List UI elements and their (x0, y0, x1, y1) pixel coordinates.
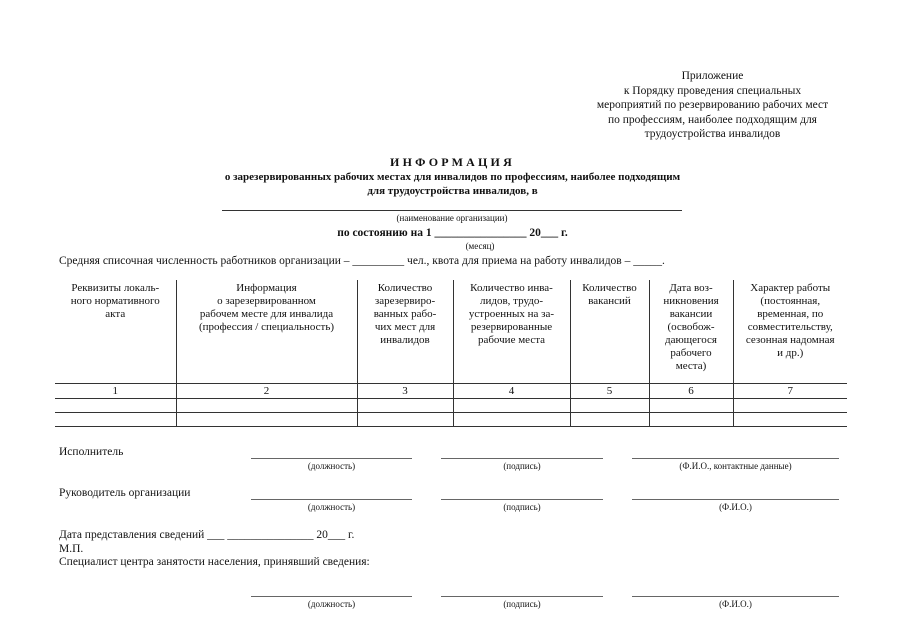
table-row (55, 413, 847, 427)
column-number: 3 (357, 384, 453, 399)
column-number: 7 (733, 384, 847, 399)
table-cell[interactable] (357, 399, 453, 413)
executor-position-line[interactable] (251, 458, 412, 459)
head-signature-caption: (подпись) (503, 502, 541, 512)
specialist-label: Специалист центра занятости населения, принявший сведения: (59, 556, 370, 568)
executor-position-caption: (должность) (307, 461, 356, 471)
table-cell[interactable] (570, 399, 649, 413)
appendix-line: к Порядку проведения специальных (623, 84, 802, 97)
appendix-line: Приложение (681, 70, 744, 82)
specialist-signature-line[interactable] (441, 596, 603, 597)
executor-label: Исполнитель (59, 446, 124, 458)
year-suffix: г. (558, 227, 568, 239)
column-number: 5 (570, 384, 649, 399)
table-header-row (55, 280, 847, 384)
column-number: 2 (176, 384, 357, 399)
table-cell[interactable] (176, 399, 357, 413)
table-cell[interactable] (649, 413, 733, 427)
document-subtitle-line-2: для трудоустройства инвалидов, в (367, 185, 538, 197)
table-cell[interactable] (733, 413, 847, 427)
submission-date-line: Дата представления сведений ___ _______________ 20___ г. (59, 529, 355, 541)
table-cell[interactable] (570, 413, 649, 427)
executor-signature-line[interactable] (441, 458, 603, 459)
document-subtitle-line-1: о зарезервированных рабочих местах для инвалидов по профессиям, наиболее подходящим (224, 171, 681, 183)
header-cell: Дата воз- никновения вакансии (освобож- дающегося рабочего места) (649, 280, 733, 384)
table-cell[interactable] (176, 413, 357, 427)
specialist-signature-caption: (подпись) (503, 599, 541, 609)
appendix-line: по профессиям, наиболее подходящим для (608, 113, 817, 126)
table-cell[interactable] (55, 399, 176, 413)
table-cell[interactable] (357, 413, 453, 427)
month-caption: (месяц) (465, 241, 495, 251)
organization-caption: (наименование организации) (396, 213, 508, 223)
specialist-name-caption: (Ф.И.О.) (719, 599, 752, 609)
head-position-line[interactable] (251, 499, 412, 500)
year-prefix: 20 (526, 227, 541, 239)
head-signature-line[interactable] (441, 499, 603, 500)
appendix-line: мероприятий по резервированию рабочих мест (596, 99, 829, 112)
reserved-jobs-table (55, 280, 847, 427)
document-title: ИНФОРМАЦИЯ (390, 155, 515, 169)
header-cell: Информация о зарезервированном рабочем месте для инвалида (профессия / специальность) (176, 280, 357, 384)
table-cell[interactable] (649, 399, 733, 413)
executor-name-line[interactable] (632, 458, 839, 459)
head-name-caption: (Ф.И.О.) (719, 502, 752, 512)
month-blank: ________________ (434, 227, 527, 239)
column-number-row (55, 384, 847, 399)
specialist-position-line[interactable] (251, 596, 412, 597)
table-cell[interactable] (453, 399, 570, 413)
column-number: 4 (453, 384, 570, 399)
table-cell[interactable] (733, 399, 847, 413)
header-cell: Количество зарезервиро- ванных рабо- чих мест для инвалидов (357, 280, 453, 384)
executor-name-caption: (Ф.И.О., контактные данные) (679, 461, 792, 471)
table-cell[interactable] (453, 413, 570, 427)
appendix-line: трудоустройства инвалидов (644, 128, 781, 141)
head-position-caption: (должность) (307, 502, 356, 512)
as-of-prefix: по состоянию на 1 (337, 227, 435, 239)
header-cell: Характер работы (постоянная, временная, по совместительству, сезонная надомная и др.) (733, 280, 847, 384)
head-label: Руководитель организации (59, 487, 191, 499)
header-cell: Реквизиты локаль- ного нормативного акта (70, 282, 160, 320)
header-cell: Количество инва- лидов, трудо- устроенных на за- резервированные рабочие места (453, 280, 570, 384)
column-number: 1 (55, 384, 176, 399)
stamp-place: М.П. (59, 543, 84, 555)
organization-name-line (222, 210, 682, 211)
as-of-date (0, 227, 905, 239)
specialist-name-line[interactable] (632, 596, 839, 597)
specialist-position-caption: (должность) (307, 599, 356, 609)
head-name-line[interactable] (632, 499, 839, 500)
header-cell: Количество вакансий (570, 280, 649, 384)
appendix-block (560, 69, 865, 142)
table-row (55, 399, 847, 413)
year-blank: ___ (540, 227, 559, 239)
table-cell[interactable] (55, 413, 176, 427)
column-number: 6 (649, 384, 733, 399)
headcount-line: Средняя списочная численность работников организации – _________ чел., квота для приема на работу инвалидов – _____. (59, 255, 665, 267)
executor-signature-caption: (подпись) (503, 461, 541, 471)
